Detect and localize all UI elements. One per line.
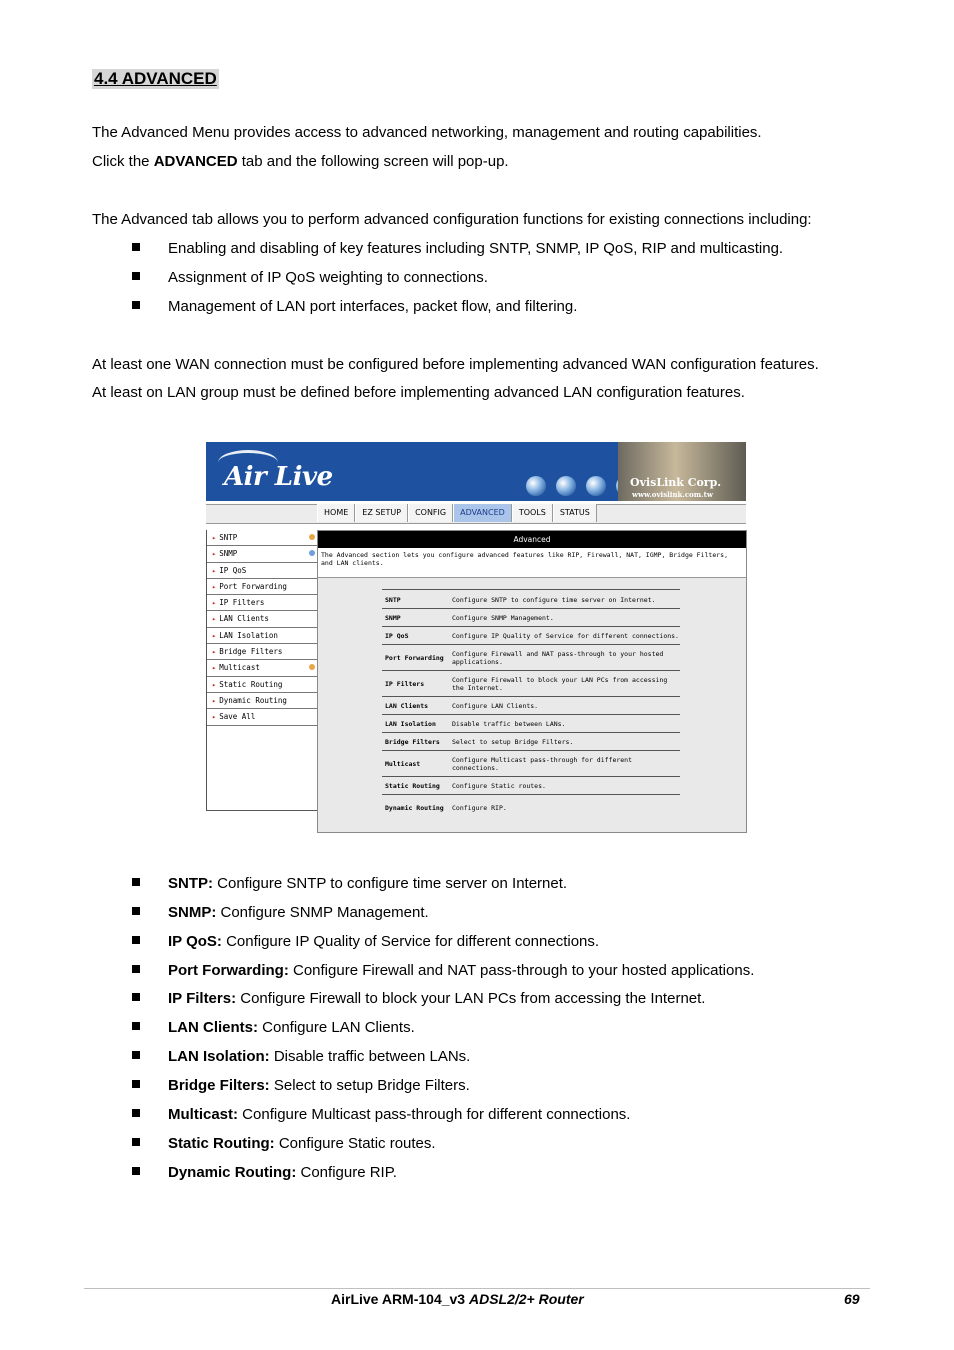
sidebar-item-label: Dynamic Routing <box>219 695 287 705</box>
bullet-bottom <box>132 1135 436 1153</box>
bullet-square-icon <box>132 1022 140 1030</box>
bullet-top <box>132 269 488 287</box>
sidebar-item-label: Static Routing <box>219 679 283 689</box>
tab-advanced[interactable]: ADVANCED <box>453 504 512 522</box>
tab-home[interactable]: HOME <box>317 504 355 522</box>
bullet-term: SNTP: <box>168 875 213 892</box>
sidebar-item-ip-filters[interactable] <box>207 595 317 611</box>
sidebar-item-label: Save All <box>219 712 256 722</box>
bullet-bottom <box>132 1048 470 1066</box>
table-row <box>382 591 680 609</box>
ovislink-photo <box>618 442 746 501</box>
arrow-right-icon: ▸ <box>212 631 217 640</box>
intro-line-2-post: tab and the following screen will pop-up. <box>237 153 509 170</box>
intro-line-2-bold: ADVANCED <box>153 153 238 170</box>
bullet-square-icon <box>132 1167 140 1175</box>
bullet-square-icon <box>132 1080 140 1088</box>
row-key[interactable]: LAN Clients <box>385 701 429 710</box>
bullet-bottom <box>132 962 754 980</box>
status-dot-icon <box>309 664 315 670</box>
advanced-panel <box>317 530 747 833</box>
row-key[interactable]: IP Filters <box>385 679 425 688</box>
router-screenshot <box>206 442 746 832</box>
note-wan: At least one WAN connection must be configured before implementing advanced WAN configuration features. <box>92 356 819 373</box>
row-desc: Configure SNMP Management. <box>452 613 554 622</box>
table-row <box>382 777 680 795</box>
arrow-right-icon: ▸ <box>212 713 217 722</box>
row-key[interactable]: LAN Isolation <box>385 719 436 728</box>
bullet-square-icon <box>132 243 140 251</box>
bullet-bottom <box>132 904 429 922</box>
bullet-text: Select to setup Bridge Filters. <box>269 1077 470 1094</box>
sidebar-item-ip-qos[interactable] <box>207 563 317 579</box>
intro-line-2 <box>92 153 509 171</box>
bullet-bottom <box>132 1019 415 1037</box>
sidebar-item-label: SNTP <box>219 533 238 542</box>
tab-tools[interactable]: TOOLS <box>512 504 553 522</box>
table-row <box>382 795 680 820</box>
bullet-bottom <box>132 1106 630 1124</box>
sidebar-item-snmp[interactable] <box>207 546 317 562</box>
row-desc: Configure LAN Clients. <box>452 701 539 710</box>
globe-icon <box>586 476 606 496</box>
router-banner <box>206 442 746 501</box>
bullet-term: LAN Clients: <box>168 1019 258 1036</box>
arrow-right-icon: ▸ <box>212 550 217 559</box>
sidebar-item-label: Port Forwarding <box>219 581 287 591</box>
sidebar-item-port-forwarding[interactable] <box>207 579 317 595</box>
table-row <box>382 715 680 733</box>
bullet-top <box>132 298 577 316</box>
sidebar-item-label: Multicast <box>219 663 260 673</box>
sidebar-item-sntp[interactable] <box>207 530 317 546</box>
bullet-text: Configure RIP. <box>296 1164 397 1181</box>
bullet-term: Multicast: <box>168 1106 239 1123</box>
row-key[interactable]: Dynamic Routing <box>385 803 444 812</box>
row-desc: Configure Static routes. <box>452 781 546 790</box>
arrow-right-icon: ▸ <box>212 696 217 705</box>
ovislink-url: www.ovislink.com.tw <box>632 490 713 499</box>
footer-divider <box>84 1288 870 1289</box>
feature-table <box>382 589 680 820</box>
tab-status[interactable]: STATUS <box>553 504 597 522</box>
tab-ez-setup[interactable]: EZ SETUP <box>355 504 408 522</box>
sidebar-item-bridge-filters[interactable] <box>207 644 317 660</box>
bullet-top <box>132 240 783 258</box>
bullet-square-icon <box>132 878 140 886</box>
intro-line-3: The Advanced tab allows you to perform advanced configuration functions for existing connections including: <box>92 211 812 228</box>
panel-title: Advanced <box>318 531 746 548</box>
row-key[interactable]: SNMP <box>385 613 401 622</box>
sidebar-item-label: Bridge Filters <box>219 647 283 657</box>
sidebar-item-label: IP Filters <box>219 598 265 608</box>
footer-product: AirLive ARM-104_v3 <box>331 1291 469 1307</box>
ovislink-name: OvisLink Corp. <box>630 476 722 489</box>
sidebar-item-multicast[interactable] <box>207 660 317 676</box>
status-dot-icon <box>309 550 315 556</box>
bullet-text: Configure LAN Clients. <box>258 1019 415 1036</box>
row-desc: Select to setup Bridge Filters. <box>452 737 574 746</box>
bullet-square-icon <box>132 936 140 944</box>
row-key[interactable]: Port Forwarding <box>385 653 444 662</box>
row-desc: Configure Multicast pass-through for different connections. <box>452 755 633 772</box>
bullet-text: Configure SNTP to configure time server on Internet. <box>213 875 568 892</box>
sidebar-item-lan-isolation[interactable] <box>207 628 317 644</box>
arrow-right-icon: ▸ <box>212 566 217 575</box>
bullet-square-icon <box>132 1138 140 1146</box>
bullet-square-icon <box>132 993 140 1001</box>
arrow-right-icon: ▸ <box>212 680 217 689</box>
airlive-logo: Air Live <box>224 462 333 492</box>
bullet-term: Bridge Filters: <box>168 1077 270 1094</box>
table-row <box>382 671 680 697</box>
row-desc: Configure SNTP to configure time server on Internet. <box>452 595 656 604</box>
bullet-text: Configure IP Quality of Service for different connections. <box>221 933 600 950</box>
bullet-bottom <box>132 1077 470 1095</box>
bullet-term: IP QoS: <box>168 933 222 950</box>
row-key[interactable]: Bridge Filters <box>385 737 440 746</box>
arrow-right-icon: ▸ <box>212 599 217 608</box>
bullet-square-icon <box>132 272 140 280</box>
row-key[interactable]: SNTP <box>385 595 401 604</box>
row-desc: Disable traffic between LANs. <box>452 719 566 728</box>
sidebar-item-static-routing[interactable] <box>207 677 317 693</box>
bullet-bottom <box>132 990 705 1008</box>
sidebar-item-dynamic-routing[interactable] <box>207 693 317 709</box>
bullet-text: Enabling and disabling of key features including SNTP, SNMP, IP QoS, RIP and multicasting. <box>168 240 784 257</box>
bullet-square-icon <box>132 1109 140 1117</box>
bullet-square-icon <box>132 301 140 309</box>
arrow-right-icon: ▸ <box>212 664 217 673</box>
table-row <box>382 645 680 671</box>
arrow-right-icon: ▸ <box>212 648 217 657</box>
bullet-text: Management of LAN port interfaces, packet flow, and filtering. <box>168 298 578 315</box>
row-desc: Configure IP Quality of Service for different connections. <box>452 631 679 640</box>
bullet-term: Static Routing: <box>168 1135 275 1152</box>
intro-line-2-pre: Click the <box>92 153 154 170</box>
tab-config[interactable]: CONFIG <box>408 504 453 522</box>
bullet-term: LAN Isolation: <box>168 1048 270 1065</box>
row-desc: Configure Firewall and NAT pass-through to your hosted applications. <box>452 649 664 666</box>
bullet-square-icon <box>132 907 140 915</box>
bullet-text: Configure Static routes. <box>274 1135 436 1152</box>
panel-intro: The Advanced section lets you configure advanced features like RIP, Firewall, NAT, IGMP, Bridge Filters, and LAN clients. <box>318 548 746 578</box>
table-row <box>382 627 680 645</box>
sidebar-item-label: SNMP <box>219 549 238 559</box>
row-desc: Configure RIP. <box>452 803 507 812</box>
sidebar-item-label: LAN Clients <box>219 614 269 624</box>
bullet-term: Port Forwarding: <box>168 962 289 979</box>
globe-icon <box>556 476 576 496</box>
arrow-right-icon: ▸ <box>212 582 217 591</box>
bullet-bottom <box>132 1164 397 1182</box>
page-number: 69 <box>844 1291 860 1307</box>
bullet-text: Configure Firewall and NAT pass-through to your hosted applications. <box>288 962 755 979</box>
intro-line-1: The Advanced Menu provides access to advanced networking, management and routing capabilities. <box>92 124 762 141</box>
bullet-square-icon <box>132 1051 140 1059</box>
bullet-square-icon <box>132 965 140 973</box>
arrow-right-icon: ▸ <box>212 615 217 624</box>
sidebar-item-label: LAN Isolation <box>219 630 278 640</box>
globe-icon <box>526 476 546 496</box>
sidebar-item-save-all[interactable] <box>207 709 317 725</box>
table-row <box>382 697 680 715</box>
bullet-term: Dynamic Routing: <box>168 1164 297 1181</box>
sidebar-item-lan-clients[interactable] <box>207 611 317 627</box>
table-row <box>382 751 680 777</box>
row-key[interactable]: Multicast <box>385 759 421 768</box>
table-row <box>382 609 680 627</box>
bullet-text: Configure SNMP Management. <box>216 904 429 921</box>
bullet-text: Configure Multicast pass-through for different connections. <box>238 1106 631 1123</box>
section-heading: 4.4 ADVANCED <box>94 69 217 88</box>
arrow-right-icon: ▸ <box>212 534 217 542</box>
row-desc: Configure Firewall to block your LAN PCs from accessing the Internet. <box>452 675 668 692</box>
row-key[interactable]: Static Routing <box>385 781 440 790</box>
nav-tabs <box>317 504 597 522</box>
bullet-term: IP Filters: <box>168 990 237 1007</box>
status-dot-icon <box>309 534 315 540</box>
bullet-term: SNMP: <box>168 904 217 921</box>
bullet-text: Assignment of IP QoS weighting to connections. <box>168 269 488 286</box>
bullet-text: Disable traffic between LANs. <box>269 1048 471 1065</box>
bullet-text: Configure Firewall to block your LAN PCs from accessing the Internet. <box>236 990 706 1007</box>
footer-title <box>331 1290 584 1308</box>
table-row <box>382 733 680 751</box>
footer-product-italic: ADSL2/2+ Router <box>468 1291 584 1307</box>
bullet-bottom <box>132 933 599 951</box>
note-lan: At least on LAN group must be defined before implementing advanced LAN configuration features. <box>92 384 745 401</box>
bullet-bottom <box>132 875 567 893</box>
row-key[interactable]: IP QoS <box>385 631 409 640</box>
sidebar <box>206 530 318 811</box>
sidebar-item-label: IP QoS <box>219 565 247 575</box>
